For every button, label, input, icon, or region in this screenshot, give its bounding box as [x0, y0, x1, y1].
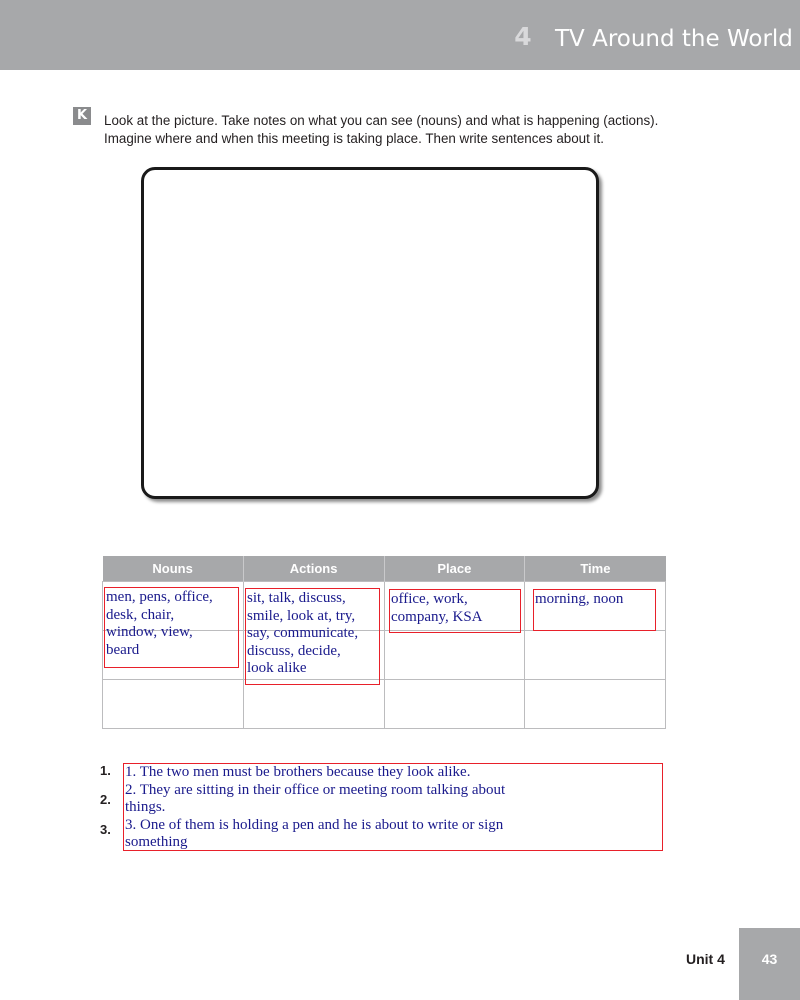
- sentence-line: 1. The two men must be brothers because they look alike.: [125, 764, 471, 780]
- exercise-instructions: [104, 112, 684, 148]
- table-cell[interactable]: [243, 680, 384, 729]
- actions-answer: [247, 590, 358, 678]
- answer-line: morning, noon: [535, 591, 624, 607]
- sentences-answer: [125, 764, 505, 852]
- instruction-line: Look at the picture. Take notes on what you can see (nouns) and what is happening (actions).: [104, 113, 659, 128]
- page-header: [0, 0, 800, 70]
- answer-line: office, work,: [391, 591, 468, 607]
- picture-frame: [141, 167, 599, 499]
- sentence-line: 2. They are sitting in their office or meeting room talking about: [125, 781, 506, 798]
- unit-number: 4: [514, 22, 532, 51]
- answer-line: beard: [106, 641, 140, 658]
- table-header-row: [103, 556, 666, 582]
- header-nouns: Nouns: [103, 556, 244, 582]
- header-time: Time: [525, 556, 666, 582]
- answer-line: discuss, decide,: [247, 642, 341, 659]
- answer-line: desk, chair,: [106, 606, 175, 623]
- table-cell[interactable]: [103, 680, 244, 729]
- table-row: [103, 680, 666, 729]
- answer-line: window, view,: [106, 624, 193, 640]
- answer-line: sit, talk, discuss,: [247, 590, 346, 606]
- table-cell[interactable]: [525, 631, 666, 680]
- sentence-number-1: 1.: [100, 763, 111, 778]
- answer-line: look alike: [247, 660, 307, 676]
- sentence-line: 3. One of them is holding a pen and he is about to write or sign: [125, 816, 504, 833]
- table-cell[interactable]: [384, 631, 525, 680]
- time-answer: [535, 591, 623, 609]
- sentence-number-2: 2.: [100, 792, 111, 807]
- answer-line: company, KSA: [391, 608, 483, 625]
- place-answer: [391, 591, 483, 626]
- footer-unit-label: Unit 4: [686, 951, 725, 967]
- page-number-tab: [739, 928, 800, 1000]
- instruction-line: Imagine where and when this meeting is taking place. Then write sentences about it.: [104, 131, 604, 146]
- page-number: 43: [761, 951, 778, 967]
- sentence-number-3: 3.: [100, 822, 111, 837]
- exercise-label: K: [73, 107, 91, 125]
- unit-title: TV Around the World: [555, 26, 793, 52]
- sentence-line: things.: [125, 799, 166, 815]
- header-place: Place: [384, 556, 525, 582]
- answer-line: men, pens, office,: [106, 589, 213, 605]
- nouns-answer: [106, 589, 213, 659]
- header-actions: Actions: [243, 556, 384, 582]
- answer-line: smile, look at, try,: [247, 607, 356, 624]
- sentence-line: something: [125, 834, 188, 850]
- answer-line: say, communicate,: [247, 625, 359, 641]
- table-cell[interactable]: [384, 680, 525, 729]
- table-cell[interactable]: [525, 680, 666, 729]
